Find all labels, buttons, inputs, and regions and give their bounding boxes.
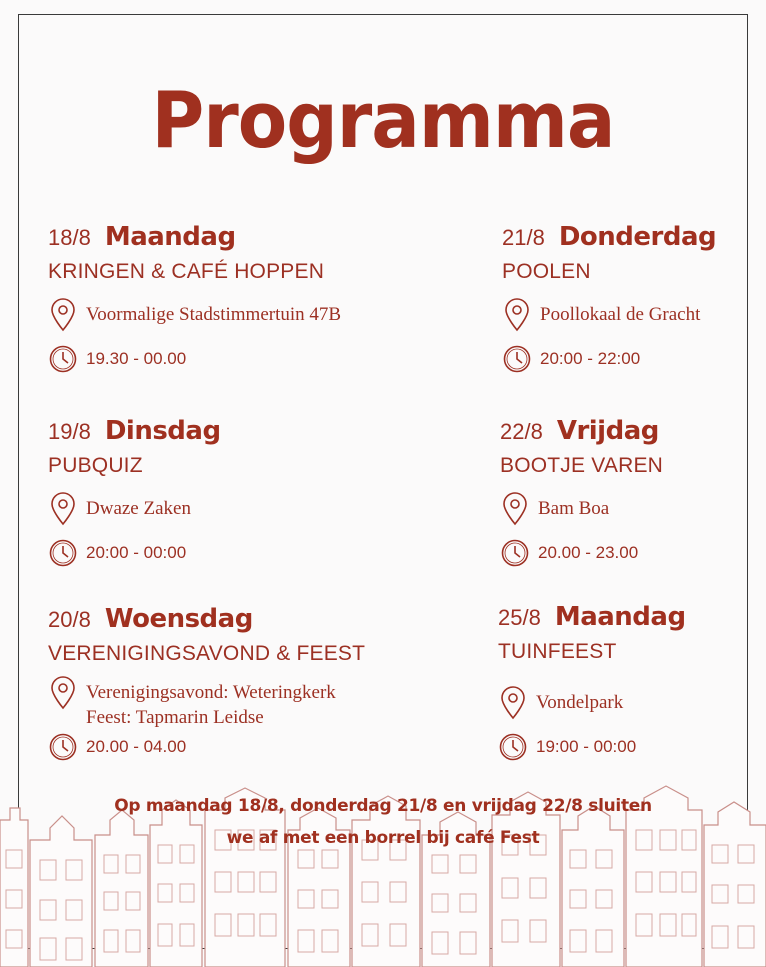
page-title: Programma [151,74,615,166]
event-venue-line: Poollokaal de Gracht [540,304,701,325]
event-weekday: Woensdag [104,604,253,634]
event-date-row [502,222,742,254]
event-venue-row [48,676,408,730]
location-pin-icon [498,686,528,720]
event-venue [86,492,191,521]
event-venue [536,686,623,715]
event-date: 21/8 [502,225,545,250]
footer-note [0,790,766,854]
event-activity: TUINFEEST [498,640,617,663]
location-pin-icon [502,298,532,332]
clock-icon [48,730,78,764]
event-activity: PUBQUIZ [48,454,143,477]
event-venue-line: Feest: Tapmarin Leidse [86,707,264,728]
event-item [502,222,742,376]
event-time-row [48,730,408,764]
event-date: 22/8 [500,419,543,444]
location-pin-icon [48,492,78,526]
event-weekday: Maandag [554,602,686,632]
clock-icon [48,342,78,376]
event-time-row [498,730,738,764]
footer-line: we af met een borrel bij café Fest [226,828,540,848]
event-date-row [48,222,368,254]
event-date: 19/8 [48,419,91,444]
event-venue-row [48,298,368,332]
event-venue-line: Verenigingsavond: Weteringkerk [86,682,336,703]
event-item [500,416,740,570]
event-venue-line: Voormalige Stadstimmertuin 47B [86,304,342,325]
event-venue [86,676,336,730]
event-time-row [48,342,368,376]
event-item [48,604,408,764]
event-venue-row [500,492,740,526]
event-activity: POOLEN [502,260,591,283]
event-venue-row [502,298,742,332]
event-item [48,416,368,570]
event-date: 25/8 [498,605,541,630]
event-venue [86,298,341,327]
event-venue [540,298,700,327]
event-date-row [500,416,740,448]
event-date: 20/8 [48,607,91,632]
event-activity: VERENIGINGSAVOND & FEEST [48,642,366,665]
event-venue [538,492,609,521]
event-date: 18/8 [48,225,91,250]
event-time: 19:00 - 00:00 [536,737,637,756]
clock-icon [502,342,532,376]
event-date-row [498,602,738,634]
event-weekday: Donderdag [558,222,717,252]
event-venue-line: Dwaze Zaken [86,498,191,519]
event-time-row [48,536,368,570]
event-weekday: Vrijdag [556,416,659,446]
event-activity: KRINGEN & CAFÉ HOPPEN [48,260,325,283]
event-date-row [48,416,368,448]
event-venue-line: Vondelpark [536,692,624,713]
location-pin-icon [500,492,530,526]
event-venue-row [48,492,368,526]
event-time: 20:00 - 00:00 [86,543,187,562]
event-time-row [502,342,742,376]
location-pin-icon [48,298,78,332]
event-time: 19.30 - 00.00 [86,349,187,368]
event-venue-line: Bam Boa [538,498,610,519]
event-weekday: Dinsdag [104,416,221,446]
clock-icon [500,536,530,570]
footer-line: Op maandag 18/8, donderdag 21/8 en vrijdag 22/8 sluiten [114,796,652,816]
event-time: 20:00 - 22:00 [540,349,641,368]
event-date-row [48,604,408,636]
location-pin-icon [48,676,78,710]
event-weekday: Maandag [104,222,236,252]
event-time: 20.00 - 04.00 [86,737,187,756]
event-time: 20.00 - 23.00 [538,543,639,562]
event-venue-row [498,686,738,720]
clock-icon [498,730,528,764]
event-item [498,602,738,764]
clock-icon [48,536,78,570]
event-time-row [500,536,740,570]
event-activity: BOOTJE VAREN [500,454,664,477]
event-item [48,222,368,376]
